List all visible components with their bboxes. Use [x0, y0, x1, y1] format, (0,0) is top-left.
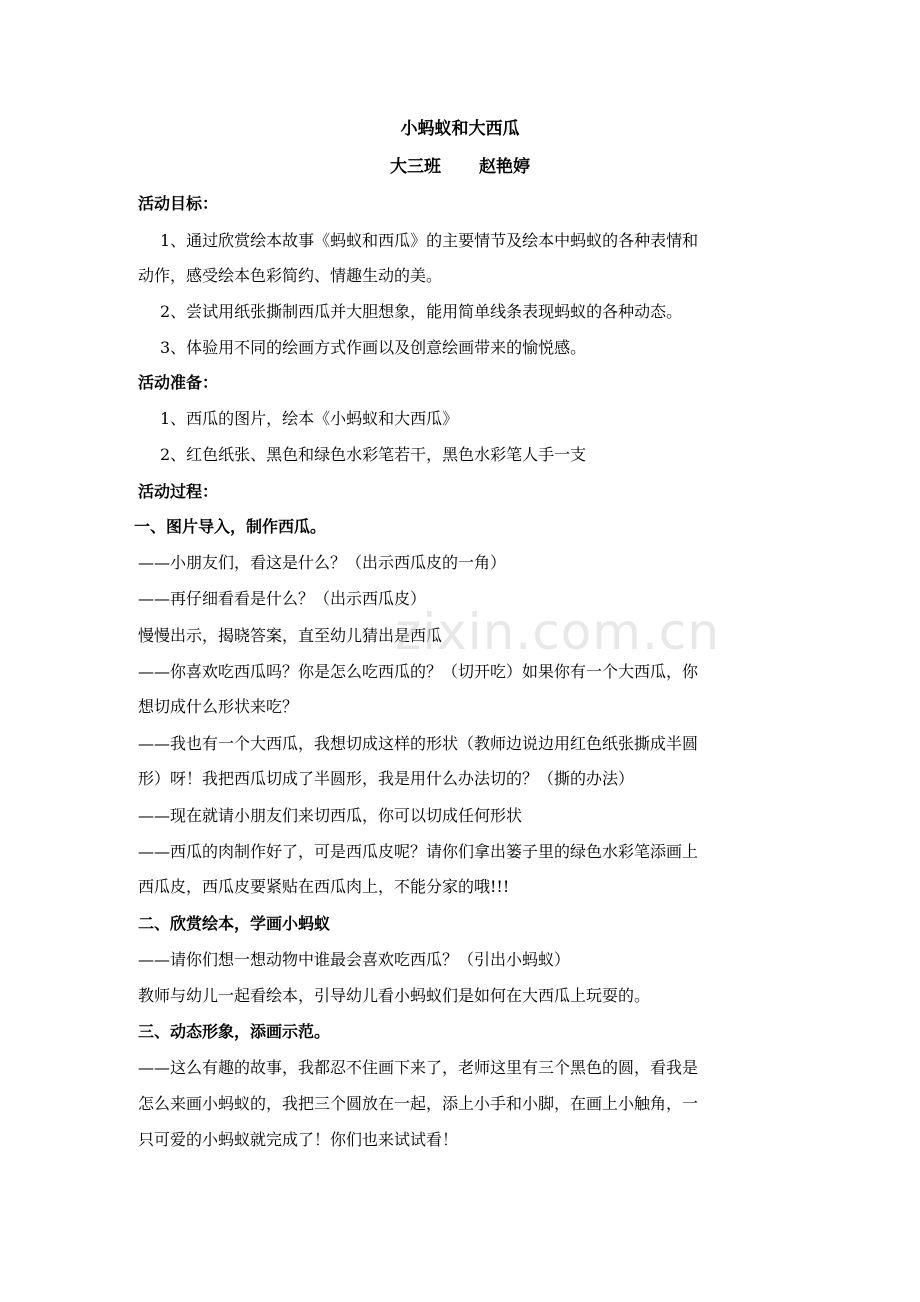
- goal-1-line-2: 动作，感受绘本色彩简约、情趣生动的美。: [138, 266, 443, 285]
- class-name: 大三班: [390, 157, 441, 177]
- process-line: 只可爱的小蚂蚁就完成了！你们也来试试看！: [138, 1130, 459, 1149]
- process-line: ——再仔细看看是什么？（出示西瓜皮）: [138, 589, 427, 608]
- preparation-1: 1、西瓜的图片，绘本《小蚂蚁和大西瓜》: [160, 409, 459, 428]
- process-line: 教师与幼儿一起看绘本，引导幼儿看小蚂蚁们是如何在大西瓜上玩耍的。: [138, 986, 651, 1005]
- part-3-heading: 三、动态形象，添画示范。: [138, 1022, 331, 1041]
- process-line: 想切成什么形状来吃？: [138, 697, 299, 716]
- watermark: zixin.com.cn: [395, 603, 721, 661]
- process-line: ——这么有趣的故事，我都忍不住画下来了，老师这里有三个黑色的圆，看我是: [138, 1058, 699, 1077]
- part-1-heading: 一、图片导入，制作西瓜。: [134, 517, 327, 536]
- process-line: 形）呀！我把西瓜切成了半圆形，我是用什么办法切的？（撕的办法）: [138, 769, 635, 788]
- process-line: 怎么来画小蚂蚁的，我把三个圆放在一起，添上小手和小脚，在画上小触角，一: [138, 1094, 699, 1113]
- process-line: ——现在就请小朋友们来切西瓜，你可以切成任何形状: [138, 806, 523, 825]
- part-2-heading: 二、欣赏绘本，学画小蚂蚁: [138, 914, 331, 933]
- process-line: ——西瓜的肉制作好了，可是西瓜皮呢？请你们拿出篓子里的绿色水彩笔添画上: [138, 842, 699, 861]
- goal-2: 2、尝试用纸张撕制西瓜并大胆想象，能用简单线条表现蚂蚁的各种动态。: [160, 302, 683, 321]
- document-title: 小蚂蚁和大西瓜: [400, 119, 520, 139]
- goals-heading: 活动目标：: [138, 194, 219, 213]
- process-line: ——小朋友们，看这是什么？（出示西瓜皮的一角）: [138, 553, 507, 572]
- process-line: ——请你们想一想动物中谁最会喜欢吃西瓜？（引出小蚂蚁）: [138, 950, 571, 969]
- preparation-heading: 活动准备：: [138, 373, 219, 392]
- goal-3: 3、体验用不同的绘画方式作画以及创意绘画带来的愉悦感。: [160, 338, 587, 357]
- process-line: ——我也有一个大西瓜，我想切成这样的形状（教师边说边用红色纸张撕成半圆: [138, 734, 699, 753]
- process-line: ——你喜欢吃西瓜吗？你是怎么吃西瓜的？（切开吃）如果你有一个大西瓜，你: [138, 662, 699, 681]
- preparation-2: 2、红色纸张、黑色和绿色水彩笔若干，黑色水彩笔人手一支: [160, 445, 587, 464]
- document-subtitle: [0, 157, 920, 177]
- process-line: 西瓜皮，西瓜皮要紧贴在西瓜肉上，不能分家的哦!!!: [138, 877, 510, 896]
- process-heading: 活动过程：: [138, 482, 219, 501]
- process-line: 慢慢出示，揭晓答案，直至幼儿猜出是西瓜: [138, 626, 443, 645]
- author-name: 赵艳婷: [479, 157, 530, 177]
- goal-1-line-1: 1、通过欣赏绘本故事《蚂蚁和西瓜》的主要情节及绘本中蚂蚁的各种表情和: [160, 231, 699, 250]
